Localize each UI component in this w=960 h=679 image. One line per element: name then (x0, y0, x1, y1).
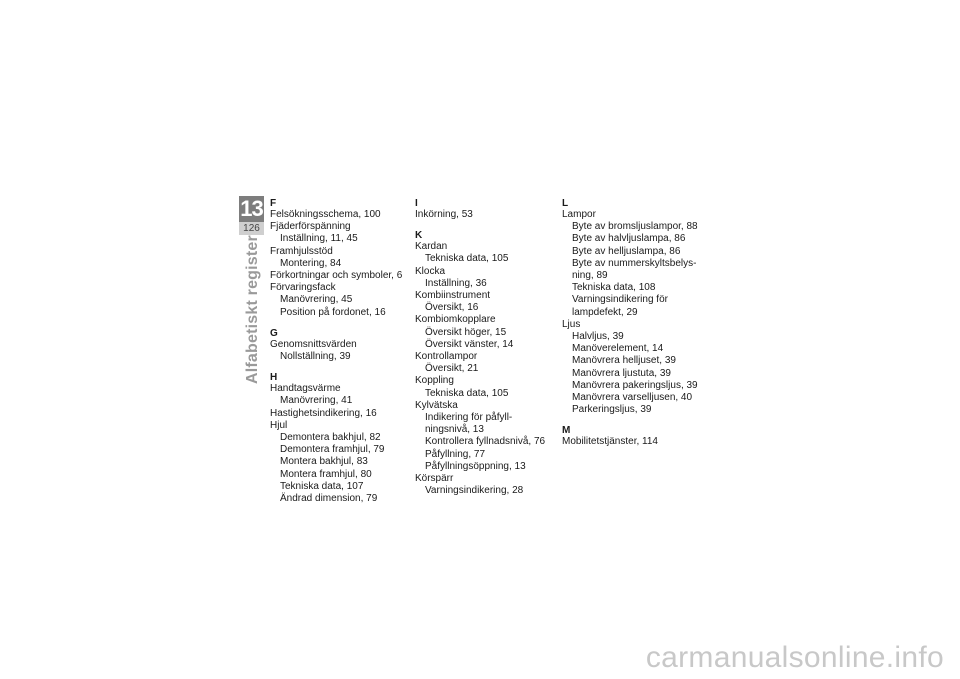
index-subentry: Inställning, 11, 45 (280, 233, 358, 245)
index-subentry: Tekniska data, 108 (572, 282, 656, 294)
chapter-number: 13 (240, 196, 263, 221)
index-subentry: Manövrera ljustuta, 39 (572, 367, 671, 379)
index-subentry: Varningsindikering för (572, 294, 668, 306)
index-subentry: Inställning, 36 (425, 277, 487, 289)
index-subentry: Parkeringsljus, 39 (572, 404, 652, 416)
index-entry: Kombiinstrument (415, 290, 491, 302)
index-subentry: lampdefekt, 29 (572, 306, 638, 318)
index-subentry: Demontera bakhjul, 82 (280, 432, 381, 444)
index-entry: Fjäderförspänning (270, 221, 351, 233)
index-subentry: Manövrera varselljusen, 40 (572, 392, 693, 404)
index-subentry: Byte av bromsljuslampor, 88 (572, 221, 698, 233)
index-letter-heading: F (270, 198, 277, 209)
index-subentry: Översikt vänster, 14 (425, 338, 514, 350)
index-entry: Ljus (562, 318, 581, 330)
index-entry: Lampor (562, 209, 596, 220)
index-column-3 (562, 198, 702, 449)
index-subentry: Manövrering, 45 (280, 294, 353, 306)
index-entry: Inkörning, 53 (415, 209, 473, 220)
index-entry: Koppling (415, 375, 454, 387)
index-entry: Kontrollampor (415, 351, 478, 363)
index-subentry: Montering, 84 (280, 257, 342, 269)
index-subentry: Manövrering, 41 (280, 395, 353, 407)
index-entry: Mobilitetstjänster, 114 (562, 436, 658, 448)
index-subentry: Kontrollera fyllnadsnivå, 76 (425, 436, 546, 448)
index-entry: Kylvätska (415, 399, 458, 411)
index-letter-heading: M (562, 425, 571, 437)
index-subentry: Montera bakhjul, 83 (280, 456, 368, 468)
index-subentry: ning, 89 (572, 270, 608, 282)
index-letter-heading: L (562, 198, 569, 209)
index-letter-heading: H (270, 372, 278, 384)
index-entry: Framhjulsstöd (270, 245, 333, 257)
index-subentry: Ändrad dimension, 79 (280, 493, 378, 505)
index-entry: Förkortningar och symboler, 6 (270, 270, 403, 282)
index-subentry: Byte av nummerskyltsbelys- (572, 257, 697, 269)
watermark: carmanualsonline.info (645, 641, 944, 674)
index-subentry: Tekniska data, 105 (425, 387, 509, 399)
index-subentry: Tekniska data, 107 (280, 480, 364, 492)
index-entry: Genomsnittsvärden (270, 338, 357, 350)
index-subentry: Demontera framhjul, 79 (280, 444, 385, 456)
index-column-2 (415, 198, 555, 497)
index-subentry: Halvljus, 39 (572, 331, 624, 343)
index-subentry: Byte av helljuslampa, 86 (572, 245, 681, 257)
index-subentry: Tekniska data, 105 (425, 253, 509, 265)
index-subentry: Manövrera pakeringsljus, 39 (572, 379, 698, 391)
chapter-tab (239, 196, 264, 235)
index-subentry: Manövrera helljuset, 39 (572, 355, 676, 367)
index-letter-heading: G (270, 327, 278, 339)
chapter-title: Alfabetiskt register (244, 235, 261, 384)
index-subentry: Översikt höger, 15 (425, 326, 507, 338)
index-entry: Hjul (270, 419, 288, 431)
index-column-1 (270, 198, 410, 505)
index-entry: Kombiomkopplare (415, 314, 496, 326)
index-entry: Kardan (415, 241, 448, 253)
index-subentry: Påfyllningsöppning, 13 (425, 460, 526, 472)
index-subentry: Översikt, 21 (425, 363, 479, 375)
index-subentry: Position på fordonet, 16 (280, 306, 386, 318)
index-subentry: Påfyllning, 77 (425, 448, 486, 460)
index-letter-heading: I (415, 198, 418, 209)
index-entry: Handtagsvärme (270, 383, 341, 395)
index-subentry: Byte av halvljuslampa, 86 (572, 233, 686, 245)
index-subentry: Nollställning, 39 (280, 351, 351, 363)
index-entry: Förvaringsfack (270, 282, 336, 294)
index-entry: Hastighetsindikering, 16 (270, 407, 377, 419)
index-subentry: Varningsindikering, 28 (425, 485, 524, 497)
index-entry: Felsökningsschema, 100 (270, 209, 381, 220)
index-entry: Klocka (415, 265, 446, 277)
index-subentry: ningsnivå, 13 (425, 424, 484, 436)
index-subentry: Montera framhjul, 80 (280, 468, 372, 480)
index-entry: Körspärr (415, 473, 454, 485)
page-number: 126 (239, 222, 264, 235)
index-subentry: Manöverelement, 14 (572, 343, 664, 355)
index-subentry: Indikering för påfyll- (425, 412, 513, 424)
index-subentry: Översikt, 16 (425, 302, 479, 314)
index-letter-heading: K (415, 230, 423, 242)
